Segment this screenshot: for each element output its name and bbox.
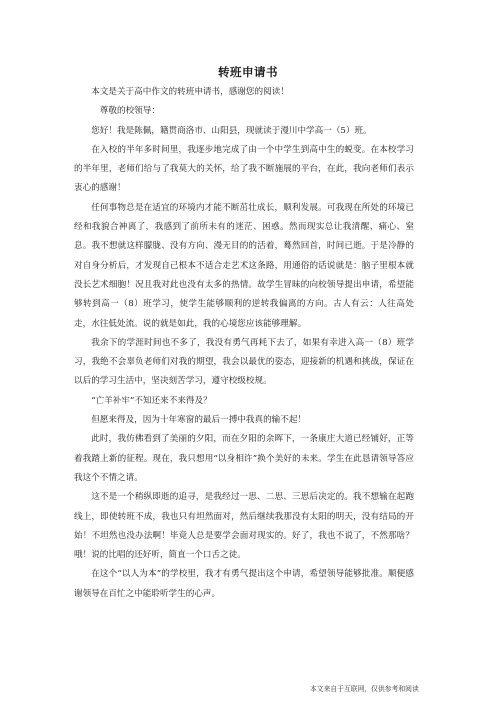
paragraph-reason: 任何事物总是在适宜的环境内才能不断茁壮成长，顺利发展。可我现在所处的环境已经和我貌合神离了，我感到了前所未有的迷茫、困惑。然而现实总让我清醒、痛心、窒息。我不想就这样朦胧、没有方向、漫无目的的活着，蓦然回首，时间已逝。于是冷静的对自身分析后，才发现自己根本不适合走艺术这条路，用通俗的话说就是：脑子里根本就没长艺术细胞！况且我对此也没有太多的热情。故学生冒昧的向校领导提出申请，希望能够转到高一（8）班学习，使学生能够顺利的逆转我偏离的方向。古人有云：人往高处走，水往低处流。说的就是如此，我的心境您应该能够理解。	[74, 202, 414, 329]
paragraph-vision: 此时，我仿佛看到了美丽的夕阳，而在夕阳的余晖下，一条康庄大道已经铺好，正等着我踏上新的征程。现在，我只想用“以身相许”换个美好的未来。学生在此恳请领导答应我这个不情之请。	[74, 434, 414, 483]
salutation: 尊敬的校领导：	[99, 106, 160, 117]
paragraph-thanks: 在入校的半年多时间里，我逐步地完成了由一个中学生到高中生的蜕变。在本校学习的半年里，老师们给与了我莫大的关怀，给了我不断施展的平台，在此，我向老师们表示衷心的感谢！	[74, 144, 414, 194]
paragraph-closing: 在这个“以人为本”的学校里，我才有勇气提出这个申请，希望领导能够批准。顺便感谢领导在百忙之中能聆听学生的心声。	[74, 569, 414, 599]
paragraph-greeting: 您好！我是陈佩，籍贯商洛市、山阳县，现就读于漫川中学高一（5）班。	[91, 125, 372, 136]
intro-paragraph: 本文是关于高中作文的转班申请书，感谢您的阅读！	[91, 87, 289, 97]
paragraph-promise: 我余下的学涯时间也不多了，我没有勇气再耗下去了，如果有幸进入高一（8）班学习，我绝不会辜负老师们对我的期望，我会以最优的姿态，迎接新的机遇和挑战，保证在以后的学习生活中，坚决刻苦学习，遵守校级校规。	[74, 337, 414, 387]
paragraph-question: “亡羊补牢”不知还来不来得及？	[91, 395, 212, 406]
document-title: 转班申请书	[218, 65, 278, 79]
document-body	[74, 83, 414, 604]
paragraph-decision: 这不是一个稍纵即逝的追寻，是我经过一思、二思、三思后决定的。我不想输在起跑线上，即使转班不成，我也只有坦然面对，然后继续我那没有太阳的明天，没有结局的开始！不坦然也没办法啊！毕竟人总是要学会面对现实的。好了，我也不说了，不然那啥？哦！说的比唱的还好听，简直一个口舌之徒。	[74, 492, 414, 561]
paragraph-hope: 但愿来得及，因为十年寒窗的最后一搏中我真的输不起！	[91, 415, 307, 426]
page-footer-note: 本文来自于互联网，仅供参考和阅读	[310, 685, 419, 693]
